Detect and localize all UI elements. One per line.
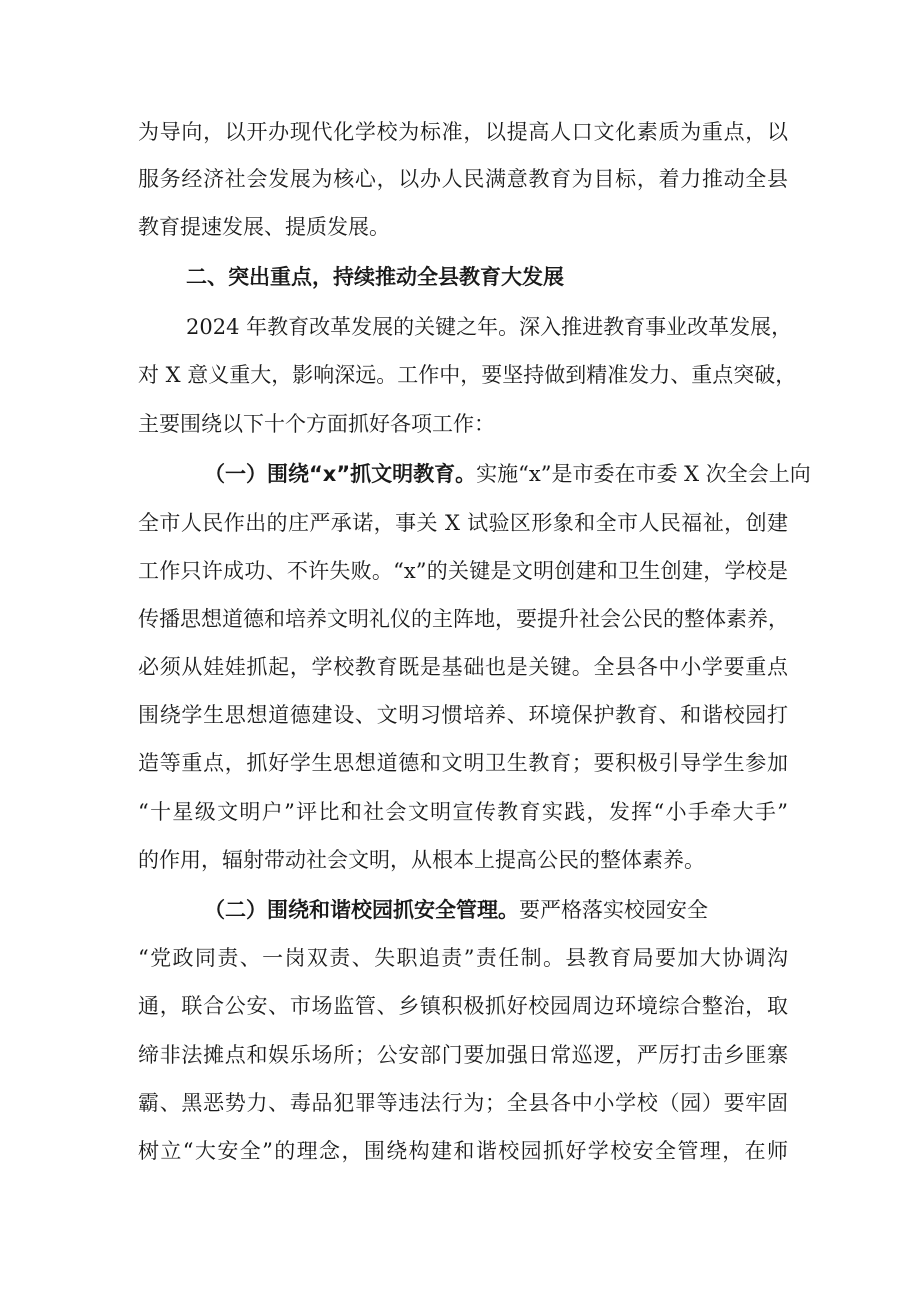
- paragraph-line: 必须从娃娃抓起，学校教育既是基础也是关键。全县各中小学要重点: [138, 655, 788, 679]
- item-first-line-text: 实施“x”是市委在市委 X 次全会上向: [476, 462, 811, 486]
- paragraph-line: 全市人民作出的庄严承诺，事关 X 试验区形象和全市人民福祉，创建: [138, 511, 788, 535]
- paragraph-line: 工作只许成功、不许失败。“x”的关键是文明创建和卫生创建，学校是: [138, 559, 788, 583]
- item-title: （一）围绕“x”抓文明教育。: [204, 462, 477, 486]
- paragraph-line: 的作用，辐射带动社会文明，从根本上提高公民的整体素养。: [138, 848, 705, 872]
- section-heading: 二、突出重点，持续推动全县教育大发展: [186, 265, 564, 289]
- paragraph-line: 对 X 意义重大，影响深远。工作中，要坚持做到精准发力、重点突破，: [138, 363, 797, 387]
- paragraph-line: 服务经济社会发展为核心，以办人民满意教育为目标，着力推动全县: [138, 167, 788, 191]
- item-first-line-text: 要严格落实校园安全: [519, 898, 708, 922]
- item-title: （二）围绕和谐校园抓安全管理。: [204, 898, 519, 922]
- paragraph-line: 2024 年教育改革发展的关键之年。深入推进教育事业改革发展，: [186, 315, 793, 339]
- item-first-line: [204, 459, 811, 489]
- paragraph-line: 树立“大安全”的理念，围绕构建和谐校园抓好学校安全管理，在师: [138, 1139, 788, 1163]
- paragraph-line: 缔非法摊点和娱乐场所；公安部门要加强日常巡逻，严厉打击乡匪寨: [138, 1043, 788, 1067]
- paragraph-line: 造等重点，抓好学生思想道德和文明卫生教育；要积极引导学生参加: [138, 751, 788, 775]
- paragraph-line: 通，联合公安、市场监管、乡镇积极抓好校园周边环境综合整治，取: [138, 994, 788, 1018]
- paragraph-line: 为导向，以开办现代化学校为标准，以提高人口文化素质为重点，以: [138, 120, 788, 144]
- paragraph-line: “党政同责、一岗双责、失职追责”责任制。县教育局要加大协调沟: [138, 946, 788, 970]
- paragraph-line: 霸、黑恶势力、毒品犯罪等违法行为；全县各中小学校（园）要牢固: [138, 1091, 788, 1115]
- paragraph-line: 传播思想道德和培养文明礼仪的主阵地，要提升社会公民的整体素养，: [138, 607, 789, 631]
- paragraph-line: “十星级文明户”评比和社会文明宣传教育实践，发挥“小手牵大手”: [138, 800, 788, 824]
- paragraph-line: 围绕学生思想道德建设、文明习惯培养、环境保护教育、和谐校园打: [138, 703, 788, 727]
- paragraph-line: 教育提速发展、提质发展。: [138, 215, 390, 239]
- item-first-line: [204, 895, 764, 925]
- paragraph-line: 主要围绕以下十个方面抓好各项工作：: [138, 412, 495, 436]
